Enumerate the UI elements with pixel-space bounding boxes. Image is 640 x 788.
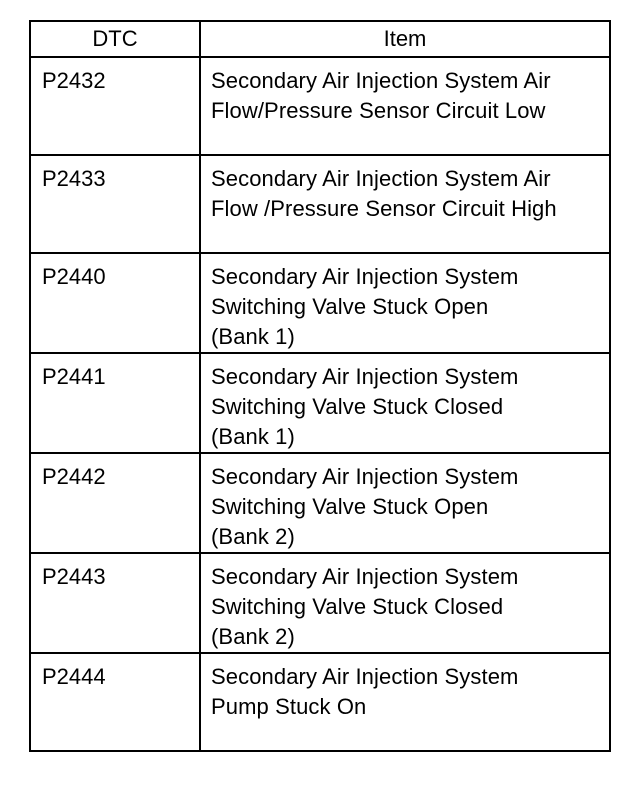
table-row [30,353,610,453]
dtc-table [29,20,611,752]
table-row [30,453,610,553]
dtc-description: Secondary Air Injection System Switching Valve Stuck Open (Bank 1) [200,253,610,353]
dtc-description: Secondary Air Injection System Pump Stuck On [200,653,610,751]
item-column-header: Item [200,21,610,57]
dtc-code: P2444 [30,653,200,751]
dtc-code: P2443 [30,553,200,653]
dtc-description: Secondary Air Injection System Switching Valve Stuck Closed (Bank 2) [200,553,610,653]
dtc-description: Secondary Air Injection System Switching Valve Stuck Open (Bank 2) [200,453,610,553]
table-row [30,553,610,653]
dtc-code: P2440 [30,253,200,353]
dtc-description: Secondary Air Injection System Air Flow /Pressure Sensor Circuit High [200,155,610,253]
table-row [30,653,610,751]
dtc-code: P2442 [30,453,200,553]
dtc-column-header: DTC [30,21,200,57]
header-row [30,21,610,57]
dtc-code: P2432 [30,57,200,155]
dtc-code: P2433 [30,155,200,253]
table-row [30,253,610,353]
dtc-description: Secondary Air Injection System Switching Valve Stuck Closed (Bank 1) [200,353,610,453]
dtc-code: P2441 [30,353,200,453]
table-row [30,57,610,155]
table-row [30,155,610,253]
dtc-description: Secondary Air Injection System Air Flow/Pressure Sensor Circuit Low [200,57,610,155]
